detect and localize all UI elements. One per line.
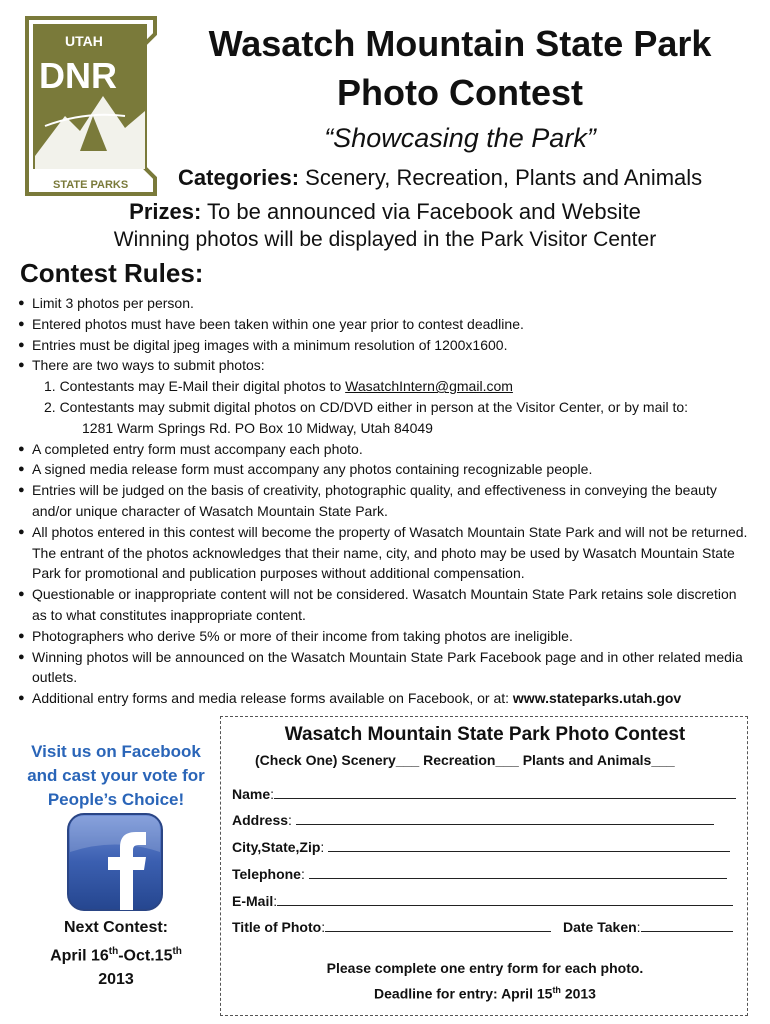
bullet-icon: ●	[18, 650, 25, 663]
name-field[interactable]: Name:	[232, 784, 736, 804]
facebook-icon[interactable]	[66, 812, 164, 912]
rule-item: ● Entered photos must have been taken within one year prior to contest deadline.	[18, 314, 748, 335]
prizes-label: Prizes:	[129, 199, 202, 224]
rule-item: ● A completed entry form must accompany each photo.	[18, 439, 748, 460]
winning-photos-text: Winning photos will be displayed in the Park Visitor Center	[113, 228, 657, 251]
next-contest-year: 2013	[98, 971, 134, 989]
rule-item: ● All photos entered in this contest will become the property of Wasatch Mountain State Park and will not be returned. The entrant of the photos acknowledges that their name, city, and photo may be used by Wasatch Mountain State Park for promotional and publication purposes without additional compensation.	[18, 523, 748, 582]
submit-option-email: 1. Contestants may E-Mail their digital photos to WasatchIntern@gmail.com	[44, 378, 513, 395]
rule-item: ● Additional entry forms and media release forms available on Facebook, or at: www.stateparks.utah.gov	[18, 688, 748, 709]
rule-item: ● There are two ways to submit photos: 1. Contestants may E-Mail their digital photos to WasatchIntern@gmail.com 2. Contestants may submit digital photos on CD/DVD either in person at the Visitor Center, or by mail to: 1281 Warm Springs Rd. PO Box 10 Midway, Utah 84049	[18, 355, 748, 438]
bullet-icon: ●	[18, 297, 25, 309]
bullet-icon: ●	[18, 317, 25, 330]
form-instructions	[221, 957, 749, 1005]
bullet-icon: ●	[18, 484, 25, 497]
rule-item: ● Photographers who derive 5% or more of their income from taking photos are ineligible.	[18, 626, 748, 647]
bullet-icon: ●	[18, 588, 25, 601]
promo-line3: People’s Choice!	[47, 790, 185, 809]
tagline: “Showcasing the Park”	[324, 123, 596, 153]
telephone-field[interactable]: Telephone:	[232, 864, 727, 884]
logo-bottom-text: STATE PARKS	[53, 179, 129, 191]
bullet-icon: ●	[18, 525, 25, 538]
prizes-line	[0, 198, 770, 226]
form-note-line1: Please complete one entry form for each photo.	[326, 960, 644, 976]
facebook-promo	[18, 740, 214, 812]
next-contest-label: Next Contest:	[63, 919, 168, 936]
categories-label: Categories:	[178, 165, 300, 190]
rule-item: ● A signed media release form must accompany any photos containing recognizable people.	[18, 459, 748, 480]
bullet-icon: ●	[18, 442, 25, 455]
promo-line1: Visit us on Facebook	[31, 742, 201, 761]
bullet-icon: ●	[18, 692, 25, 705]
rule-item: ● Limit 3 photos per person.	[18, 293, 748, 314]
rule-item: ● Entries must be digital jpeg images with a minimum resolution of 1200x1600.	[18, 335, 748, 356]
address-field[interactable]: Address:	[232, 810, 714, 830]
entry-form	[220, 716, 748, 1016]
rule-item: ● Winning photos will be announced on the Wasatch Mountain State Park Facebook page and in other related media outlets.	[18, 648, 743, 686]
page-title-line2: Photo Contest	[337, 72, 583, 113]
bullet-icon: ●	[18, 463, 25, 476]
city-state-zip-field[interactable]: City,State,Zip:	[232, 837, 730, 857]
next-contest	[20, 916, 212, 992]
categories-line	[178, 164, 702, 192]
contest-rules-list	[18, 293, 748, 709]
next-contest-dates: April 16th-Oct.15th	[50, 946, 182, 965]
contest-rules-heading: Contest Rules:	[20, 258, 204, 288]
rule-item: ● Entries will be judged on the basis of creativity, photographic quality, and effectiveness in conveying the beauty and/or unique character of Wasatch Mountain State Park.	[18, 482, 717, 519]
bullet-icon: ●	[18, 359, 25, 372]
mailing-address: 1281 Warm Springs Rd. PO Box 10 Midway, Utah 84049	[82, 419, 433, 436]
date-taken-field[interactable]: Date Taken:	[563, 917, 733, 937]
logo-top-text: UTAH	[65, 33, 103, 49]
form-deadline: Deadline for entry: April 15th 2013	[374, 985, 596, 1002]
submit-option-mail: 2. Contestants may submit digital photos on CD/DVD either in person at the Visitor Center, or by mail to:	[44, 398, 689, 415]
category-checklist[interactable]: (Check One) Scenery___ Recreation___ Plants and Animals___	[255, 752, 675, 768]
prizes-text: To be announced via Facebook and Website	[201, 199, 641, 224]
entry-form-title: Wasatch Mountain State Park Photo Contest	[284, 724, 686, 745]
bullet-icon: ●	[18, 629, 25, 642]
promo-line2: and cast your vote for	[27, 766, 205, 785]
bullet-icon: ●	[18, 338, 25, 351]
website-link[interactable]: www.stateparks.utah.gov	[512, 690, 682, 707]
utah-dnr-state-parks-logo	[25, 16, 157, 196]
page-title-line1: Wasatch Mountain State Park	[208, 23, 712, 64]
categories-text: Scenery, Recreation, Plants and Animals	[299, 165, 703, 190]
logo-main-text: DNR	[39, 55, 117, 96]
title-of-photo-field[interactable]: Title of Photo:	[232, 917, 551, 937]
rule-item: ● Questionable or inappropriate content will not be considered. Wasatch Mountain State Park retains sole discretion as to what constitutes inappropriate content.	[18, 586, 737, 623]
email-field[interactable]: E-Mail:	[232, 891, 733, 911]
email-link[interactable]: WasatchIntern@gmail.com	[345, 378, 513, 395]
